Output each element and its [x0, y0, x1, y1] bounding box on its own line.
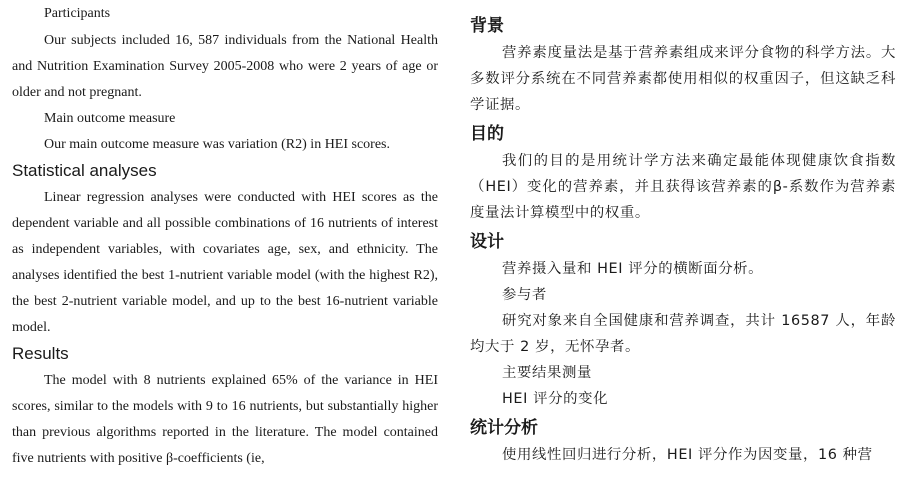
objective-heading: 目的	[470, 124, 504, 144]
outcome-label-zh: 主要结果测量	[502, 365, 592, 381]
participants-label-zh: 参与者	[502, 287, 547, 303]
objective-paragraph: 我们的目的是用统计学方法来确定最能体现健康饮食指数（HEI）变化的营养素，并且获得该营养素的β-系数作为营养素度量法计算模型中的权重。	[470, 153, 896, 221]
chinese-column	[470, 0, 896, 468]
design-paragraph: 营养摄入量和 HEI 评分的横断面分析。	[502, 261, 764, 277]
outcome-text-zh: HEI 评分的变化	[502, 391, 609, 407]
outcome-paragraph: Our main outcome measure was variation (R2) in HEI scores.	[44, 137, 391, 152]
participants-label: Participants	[44, 6, 111, 21]
english-column	[12, 0, 438, 472]
results-paragraph: The model with 8 nutrients explained 65% of the variance in HEI scores, similar to the models with 9 to 16 nutrients, but substantially higher than previous algorithms reported in the literature. The model contained five nutrients with positive β-coefficients (ie,	[12, 373, 438, 466]
statistical-analyses-paragraph-zh: 使用线性回归进行分析，HEI 评分作为因变量，16 种营	[502, 447, 873, 463]
statistical-analyses-heading: Statistical analyses	[12, 161, 157, 180]
participants-paragraph: Our subjects included 16, 587 individuals from the National Health and Nutrition Examination Survey 2005-2008 who were 2 years of age or older and not pregnant.	[12, 33, 438, 100]
statistical-analyses-paragraph: Linear regression analyses were conducted with HEI scores as the dependent variable and all possible combinations of 16 nutrients of interest as independent variables, with covariates age, sex, and ethnicity. The analyses identified the best 1-nutrient variable model (with the highest R2), the best 2-nutrient variable model, and up to the best 16-nutrient variable model.	[12, 190, 438, 335]
results-heading: Results	[12, 344, 69, 363]
outcome-label: Main outcome measure	[44, 111, 176, 126]
design-heading: 设计	[470, 232, 504, 252]
statistical-analyses-heading-zh: 统计分析	[470, 418, 538, 438]
participants-paragraph-zh: 研究对象来自全国健康和营养调查，共计 16587 人，年龄均大于 2 岁，无怀孕者。	[470, 313, 896, 355]
background-heading: 背景	[470, 16, 504, 36]
background-paragraph: 营养素度量法是基于营养素组成来评分食物的科学方法。大多数评分系统在不同营养素都使用相似的权重因子，但这缺乏科学证据。	[470, 45, 896, 113]
